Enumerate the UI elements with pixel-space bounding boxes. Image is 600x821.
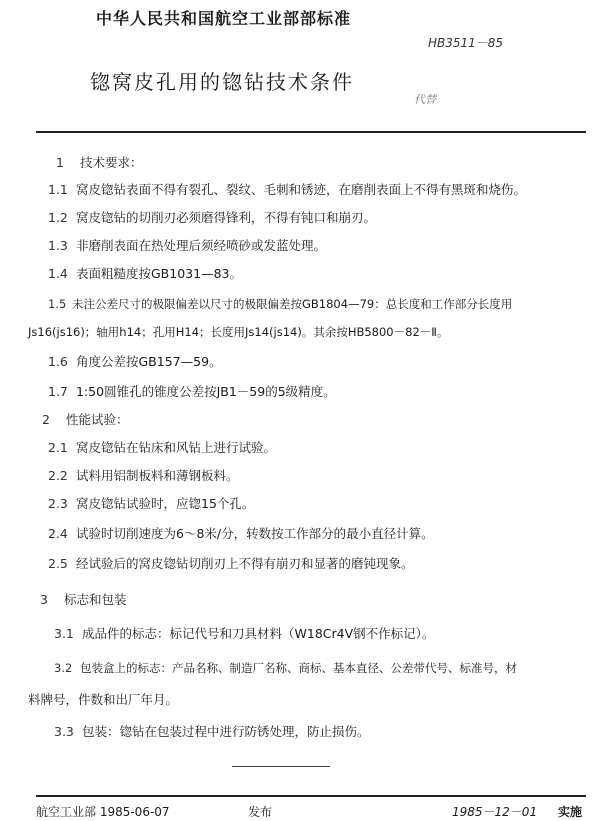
clause — [48, 296, 512, 312]
effective-date: 1985－12－01 — [452, 805, 538, 819]
clause-number: 2.1 — [48, 440, 68, 455]
clause-text: 窝皮锪钻的切削刃必须磨得锋利，不得有钝口和崩刃。 — [76, 210, 377, 225]
issuer-line: 航空工业部 1985-06-07 — [36, 805, 170, 819]
clause-text: 试验时切削速度为6～8米/分，转数按工作部分的最小直径计算。 — [76, 526, 434, 541]
clause-text: 非磨削表面在热处理后须经喷砂或发蓝处理。 — [76, 238, 327, 253]
clause-text: 表面粗糙度按GB1031—83。 — [76, 266, 242, 281]
clause-text: 1:50圆锥孔的锥度公差按JB1－59的5级精度。 — [76, 384, 336, 399]
clause — [48, 266, 242, 282]
clause-number: 2.2 — [48, 468, 68, 483]
replaced-note: 代替 — [414, 93, 436, 106]
clause-number: 2.3 — [48, 496, 68, 511]
end-divider — [232, 766, 330, 767]
issued-label: 发布 — [248, 805, 273, 819]
standard-number: HB3511－85 — [428, 36, 504, 50]
clause-number: 1.7 — [48, 384, 68, 399]
clause-text: 包装：锪钻在包装过程中进行防锈处理，防止损伤。 — [82, 724, 370, 739]
footer-divider — [36, 795, 586, 797]
clause — [48, 238, 326, 254]
clause-continuation: 料牌号，件数和出厂年月。 — [28, 692, 179, 707]
section-heading-text: 标志和包装 — [64, 592, 127, 607]
clause-text: 未注公差尺寸的极限偏差以尺寸的极限偏差按GB1804—79：总长度和工作部分长度用 — [72, 297, 513, 311]
clause-number: 1.5 — [48, 297, 67, 311]
document-title: 锪窝皮孔用的锪钻技术条件 — [90, 70, 354, 94]
clause-number: 2.5 — [48, 556, 68, 571]
clause-number: 1.1 — [48, 182, 68, 197]
clause-text: 经试验后的窝皮锪钻切削刃上不得有崩刃和显著的磨钝现象。 — [76, 556, 414, 571]
clause — [48, 384, 336, 400]
clause — [54, 660, 517, 676]
clause-number: 3.2 — [54, 661, 73, 675]
section-heading — [56, 155, 143, 171]
clause — [48, 354, 222, 370]
top-divider — [36, 131, 586, 133]
issuing-organization: 中华人民共和国航空工业部部标准 — [96, 9, 352, 28]
section-heading — [40, 592, 127, 608]
clause-text: 窝皮锪钻试验时，应锪15个孔。 — [76, 496, 255, 511]
clause-text: 成品件的标志：标记代号和刀具材料（W18Cr4V钢不作标记）。 — [82, 626, 435, 641]
section-number: 1 — [56, 155, 64, 170]
section-heading — [42, 412, 129, 428]
clause-number: 1.2 — [48, 210, 68, 225]
clause-text: 窝皮锪钻在钻床和风钻上进行试验。 — [76, 440, 277, 455]
clause-text: 窝皮锪钻表面不得有裂孔、裂纹、毛刺和锈迹，在磨削表面上不得有黑斑和烧伤。 — [76, 182, 527, 197]
clause-text: 包装盒上的标志：产品名称、制造厂名称、商标、基本直径、公差带代号、标准号，材 — [80, 661, 517, 675]
clause — [54, 626, 434, 642]
clause — [48, 526, 434, 542]
effective-label: 实施 — [558, 805, 583, 819]
clause-continuation: Js16(js16)；轴用h14；孔用H14；长度用Js14(js14)。其余按HB5800－82－Ⅱ。 — [28, 325, 449, 339]
clause-number: 3.1 — [54, 626, 74, 641]
section-heading-text: 技术要求： — [80, 155, 143, 170]
clause — [48, 468, 239, 484]
clause-number: 2.4 — [48, 526, 68, 541]
clause — [48, 440, 276, 456]
clause-number: 1.6 — [48, 354, 68, 369]
clause-text: 角度公差按GB157—59。 — [76, 354, 222, 369]
section-number: 2 — [42, 412, 50, 427]
clause — [48, 496, 254, 512]
clause — [48, 556, 414, 572]
clause — [48, 210, 376, 226]
clause-number: 3.3 — [54, 724, 74, 739]
clause-number: 1.4 — [48, 266, 68, 281]
clause — [48, 182, 526, 198]
section-number: 3 — [40, 592, 48, 607]
clause-number: 1.3 — [48, 238, 68, 253]
section-heading-text: 性能试验： — [66, 412, 129, 427]
clause-text: 试料用铝制板料和薄钢板料。 — [76, 468, 239, 483]
clause — [54, 724, 370, 740]
